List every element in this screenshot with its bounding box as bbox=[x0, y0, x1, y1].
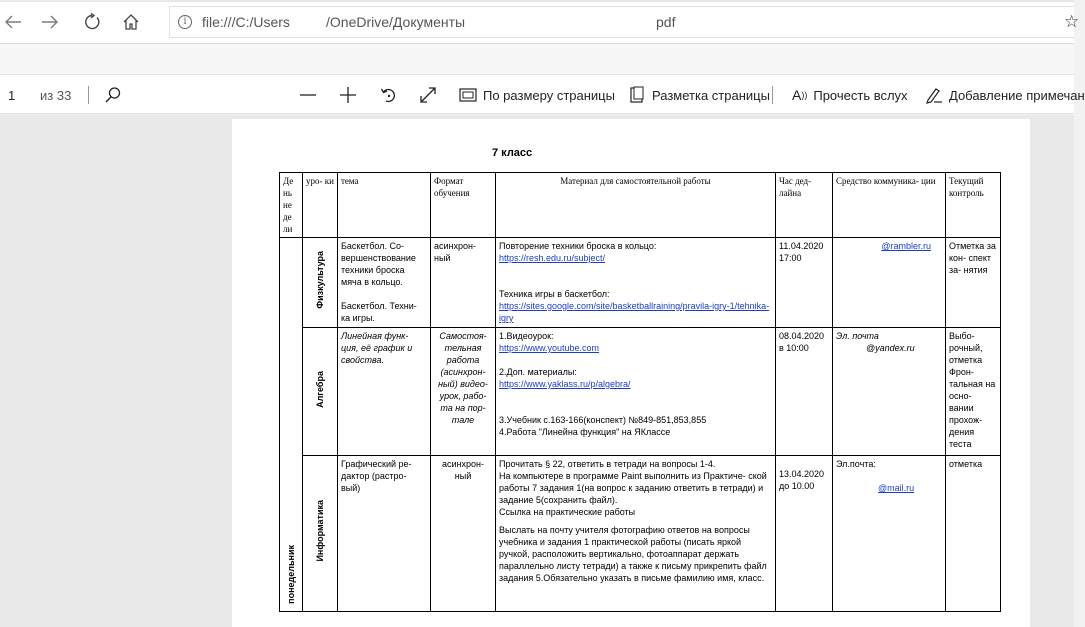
table-header-row bbox=[280, 173, 1001, 238]
plus-icon bbox=[339, 86, 357, 104]
material-text: Повторение техники броска в кольцо: bbox=[499, 241, 657, 251]
subject-cell bbox=[303, 328, 338, 456]
material-link[interactable]: https://sites.google.com/site/basketballraining/pravila-igry-1/tehnika-igry bbox=[499, 301, 770, 323]
home-icon[interactable] bbox=[121, 12, 141, 32]
material-text: Ссылка на практические работы bbox=[499, 507, 636, 517]
material-cell bbox=[496, 238, 776, 328]
page-total-label: из 33 bbox=[40, 87, 72, 103]
material-text: 1.Видеоурок: bbox=[499, 331, 554, 341]
day-cell bbox=[280, 238, 303, 612]
deadline-time: 17:00 bbox=[779, 253, 802, 263]
top-accent-line bbox=[0, 0, 1074, 2]
fit-page-label: По размеру страницы bbox=[483, 87, 615, 103]
fullscreen-button[interactable] bbox=[419, 75, 437, 115]
url-text-folder: /OneDrive/Документы bbox=[326, 14, 466, 30]
rotate-icon bbox=[380, 86, 398, 104]
subject-cell bbox=[303, 456, 338, 612]
info-icon[interactable]: i bbox=[178, 15, 192, 29]
deadline-cell bbox=[776, 456, 833, 612]
deadline-date: 13.04.2020 bbox=[779, 469, 825, 479]
header-topic: тема bbox=[338, 173, 431, 238]
pdf-page bbox=[232, 119, 1030, 627]
table-row bbox=[280, 328, 1001, 456]
header-day: Де нь не де ли bbox=[280, 173, 303, 238]
material-cell bbox=[496, 456, 776, 612]
topic-text: Баскетбол. Техни- ка игры. bbox=[341, 301, 417, 323]
material-text: 4.Работа "Линейна функция" на ЯКлассе bbox=[499, 427, 671, 437]
pdf-toolbar bbox=[0, 74, 1085, 114]
material-text: 2.Доп. материалы: bbox=[499, 367, 577, 377]
format-cell: асинхрон- ный bbox=[431, 456, 496, 612]
day-label: понедельник bbox=[286, 545, 296, 604]
toolbar-divider bbox=[772, 86, 773, 104]
search-icon bbox=[104, 86, 122, 104]
subject-label: Информатика bbox=[315, 500, 325, 562]
communication-cell bbox=[833, 238, 946, 328]
material-cell bbox=[496, 328, 776, 456]
schedule-table bbox=[279, 172, 1001, 612]
zoom-out-button[interactable] bbox=[299, 75, 317, 115]
topic-cell: Графический ре- дактор (растро- вый) bbox=[338, 456, 431, 612]
email-link[interactable]: @rambler.ru bbox=[881, 241, 931, 251]
subject-cell bbox=[303, 238, 338, 328]
format-cell: Самостоя- тельная работа (асинхрон- ный) видео- урок, рабо- та на пор- тале bbox=[431, 328, 496, 456]
zoom-in-button[interactable] bbox=[339, 75, 357, 115]
deadline-date: 08.04.2020 bbox=[779, 331, 825, 341]
add-notes-label: Добавление примечан bbox=[949, 87, 1085, 103]
subject-label: Физкультура bbox=[315, 251, 325, 309]
material-link[interactable]: https://www.youtube.com bbox=[499, 343, 600, 353]
control-cell: отметка bbox=[946, 456, 1001, 612]
control-cell: Выбо- рочный, отметка Фрон- тальная на осно- вании прохож- дения теста bbox=[946, 328, 1001, 456]
topic-cell bbox=[338, 238, 431, 328]
email-link[interactable]: @mail.ru bbox=[878, 483, 915, 493]
communication-cell bbox=[833, 328, 946, 456]
email-address: @yandex.ru bbox=[866, 343, 915, 353]
material-text: Выслать на почту учителя фотографию ответов на вопросы учебника и задания 1 практической работы (писать яркой ручкой, расположить вертикально, фотоаппарат держать параллельно листу тетради) а также к письму прикрепить файл задания 5.Обязательно указать в письме фамилию имя, класс. bbox=[499, 525, 767, 583]
page-layout-icon bbox=[628, 86, 646, 104]
search-button[interactable] bbox=[104, 75, 122, 115]
page-layout-label: Разметка страницы bbox=[652, 87, 770, 103]
control-cell: Отметка за кон- спект за- нятия bbox=[946, 238, 1001, 328]
material-link[interactable]: https://www.yaklass.ru/p/algebra/ bbox=[499, 379, 631, 389]
pen-icon bbox=[925, 86, 943, 104]
header-communication: Средство коммуника- ции bbox=[833, 173, 946, 238]
url-field[interactable] bbox=[169, 6, 1074, 38]
email-label: Эл.почта: bbox=[836, 459, 876, 469]
read-aloud-icon: A )) bbox=[792, 87, 808, 103]
header-format: Формат обучения bbox=[431, 173, 496, 238]
table-row bbox=[280, 456, 1001, 612]
read-aloud-label: Прочесть вслух bbox=[813, 87, 908, 103]
rotate-button[interactable] bbox=[380, 75, 398, 115]
header-deadline: Час дед- лайна bbox=[776, 173, 833, 238]
favorite-star-icon[interactable]: ☆ bbox=[1064, 12, 1080, 31]
refresh-icon[interactable] bbox=[82, 12, 102, 32]
format-cell: асинхрон- ный bbox=[431, 238, 496, 328]
subject-label: Алгебра bbox=[315, 370, 325, 408]
material-text: На компьютере в программе Paint выполнить из Практиче- ской работы 7 задания 1(на вопрос к заданию ответить в тетради) и задание 5(сохранить файл). bbox=[499, 471, 767, 505]
page-number[interactable]: 1 bbox=[8, 87, 16, 103]
deadline-cell bbox=[776, 238, 833, 328]
deadline-time: до 10.00 bbox=[779, 481, 815, 491]
back-icon[interactable] bbox=[3, 12, 23, 32]
table-row bbox=[280, 238, 1001, 328]
add-notes-button[interactable] bbox=[925, 75, 1085, 115]
header-lessons: уро- ки bbox=[303, 173, 338, 238]
communication-cell bbox=[833, 456, 946, 612]
expand-icon bbox=[419, 86, 437, 104]
deadline-time: в 10:00 bbox=[779, 343, 809, 353]
page-layout-button[interactable] bbox=[628, 75, 770, 115]
material-text: 3.Учебник с.163-166(конспект) №849-851,853,855 bbox=[499, 415, 707, 425]
topic-text: Баскетбол. Со- вершенствование техники броска мяча в кольцо. bbox=[341, 241, 416, 287]
header-material: Материал для самостоятельной работы bbox=[496, 173, 776, 238]
header-control: Текущий контроль bbox=[946, 173, 1001, 238]
material-link[interactable]: https://resh.edu.ru/subject/ bbox=[499, 253, 606, 263]
toolbar-divider bbox=[88, 86, 89, 104]
material-text: Прочитать § 22, ответить в тетради на вопросы 1-4. bbox=[499, 459, 716, 469]
deadline-date: 11.04.2020 bbox=[779, 241, 824, 251]
fit-page-icon bbox=[459, 87, 477, 103]
read-aloud-button[interactable] bbox=[792, 75, 908, 115]
fit-page-button[interactable] bbox=[459, 75, 615, 115]
page-total bbox=[40, 75, 71, 115]
url-text-path: file:///C:/Users bbox=[202, 14, 290, 30]
toolbar-spacer bbox=[0, 44, 1074, 74]
minus-icon bbox=[299, 86, 317, 104]
email-label: Эл. почта bbox=[836, 331, 879, 341]
deadline-cell bbox=[776, 328, 833, 456]
url-text-extension: pdf bbox=[656, 14, 676, 30]
material-text: Техника игры в баскетбол: bbox=[499, 289, 610, 299]
address-bar bbox=[0, 0, 1080, 44]
topic-cell: Линейная функ- ция, её график и свойства. bbox=[338, 328, 431, 456]
document-title: 7 класс bbox=[492, 147, 533, 159]
forward-icon[interactable] bbox=[40, 12, 60, 32]
page-number-field[interactable] bbox=[8, 75, 15, 115]
